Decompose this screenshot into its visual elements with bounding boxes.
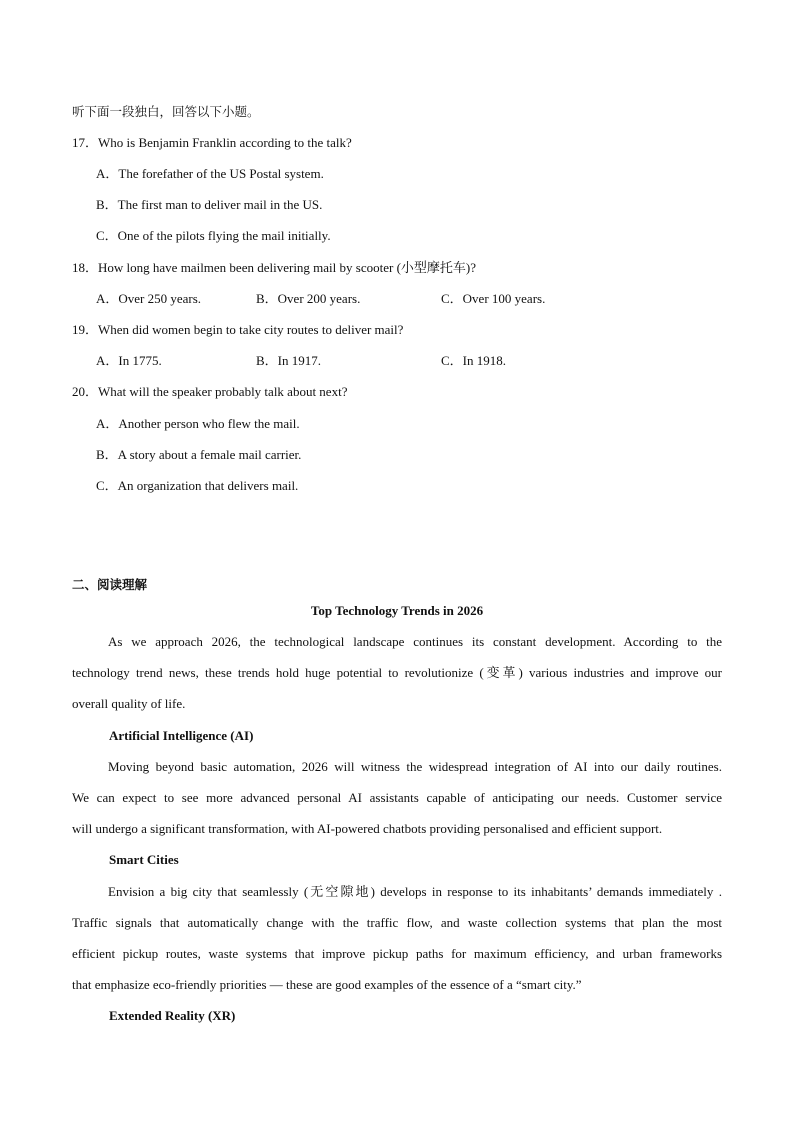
question-text: How long have mailmen been delivering mail by scooter (小型摩托车)? bbox=[98, 260, 476, 275]
article-title: Top Technology Trends in 2026 bbox=[310, 603, 484, 618]
ai-line: We can expect to see more advanced personal AI assistants capable of anticipating our needs. Customer service bbox=[72, 790, 722, 805]
question-text: What will the speaker probably talk about next? bbox=[98, 384, 348, 399]
ai-line: will undergo a significant transformation, with AI-powered chatbots providing personalised and efficient support. bbox=[72, 821, 663, 836]
question-number: 20． bbox=[72, 384, 99, 399]
question-number: 18． bbox=[72, 260, 99, 275]
question-text: When did women begin to take city routes to deliver mail? bbox=[98, 322, 404, 337]
smart-cities-line: that emphasize eco-friendly priorities — these are good examples of the essence of a “smart city.” bbox=[72, 977, 582, 992]
smart-cities-line: efficient pickup routes, waste systems that improve pickup paths for maximum efficiency, and urban frameworks bbox=[72, 946, 722, 961]
question-number: 17． bbox=[72, 135, 99, 150]
ai-line: Moving beyond basic automation, 2026 will witness the widespread integration of AI into our daily routines. bbox=[108, 759, 722, 774]
option-c[interactable]: C．An organization that delivers mail. bbox=[96, 478, 299, 493]
intro-line: overall quality of life. bbox=[72, 696, 186, 711]
option-c[interactable]: C．One of the pilots flying the mail initially. bbox=[96, 228, 331, 243]
option-c[interactable]: C．Over 100 years. bbox=[441, 291, 546, 306]
question-number: 19． bbox=[72, 322, 99, 337]
option-a[interactable]: A．The forefather of the US Postal system. bbox=[96, 166, 324, 181]
option-b[interactable]: B．The first man to deliver mail in the US. bbox=[96, 197, 323, 212]
smart-cities-line: Traffic signals that automatically change with the traffic flow, and waste collection systems that plan the most bbox=[72, 915, 722, 930]
intro-line: As we approach 2026, the technological landscape continues its constant development. According to the bbox=[108, 634, 722, 649]
option-b[interactable]: B．In 1917. bbox=[256, 353, 322, 368]
subheading-xr: Extended Reality (XR) bbox=[109, 1008, 236, 1023]
option-a[interactable]: A．In 1775. bbox=[96, 353, 162, 368]
option-a[interactable]: A．Another person who flew the mail. bbox=[96, 416, 300, 431]
intro-line: technology trend news, these trends hold huge potential to revolutionize (变革) various industries and improve our bbox=[72, 665, 722, 680]
option-a[interactable]: A．Over 250 years. bbox=[96, 291, 202, 306]
listening-instruction: 听下面一段独白，回答以下小题。 bbox=[72, 104, 260, 119]
option-c[interactable]: C．In 1918. bbox=[441, 353, 507, 368]
subheading-smart-cities: Smart Cities bbox=[109, 852, 179, 867]
subheading-ai: Artificial Intelligence (AI) bbox=[109, 728, 254, 743]
option-b[interactable]: B．Over 200 years. bbox=[256, 291, 361, 306]
question-text: Who is Benjamin Franklin according to the talk? bbox=[98, 135, 352, 150]
section-heading: 二、阅读理解 bbox=[72, 577, 148, 592]
smart-cities-line: Envision a big city that seamlessly (无空隙地) develops in response to its inhabitants’ demands immediately . bbox=[108, 884, 722, 899]
option-b[interactable]: B．A story about a female mail carrier. bbox=[96, 447, 302, 462]
